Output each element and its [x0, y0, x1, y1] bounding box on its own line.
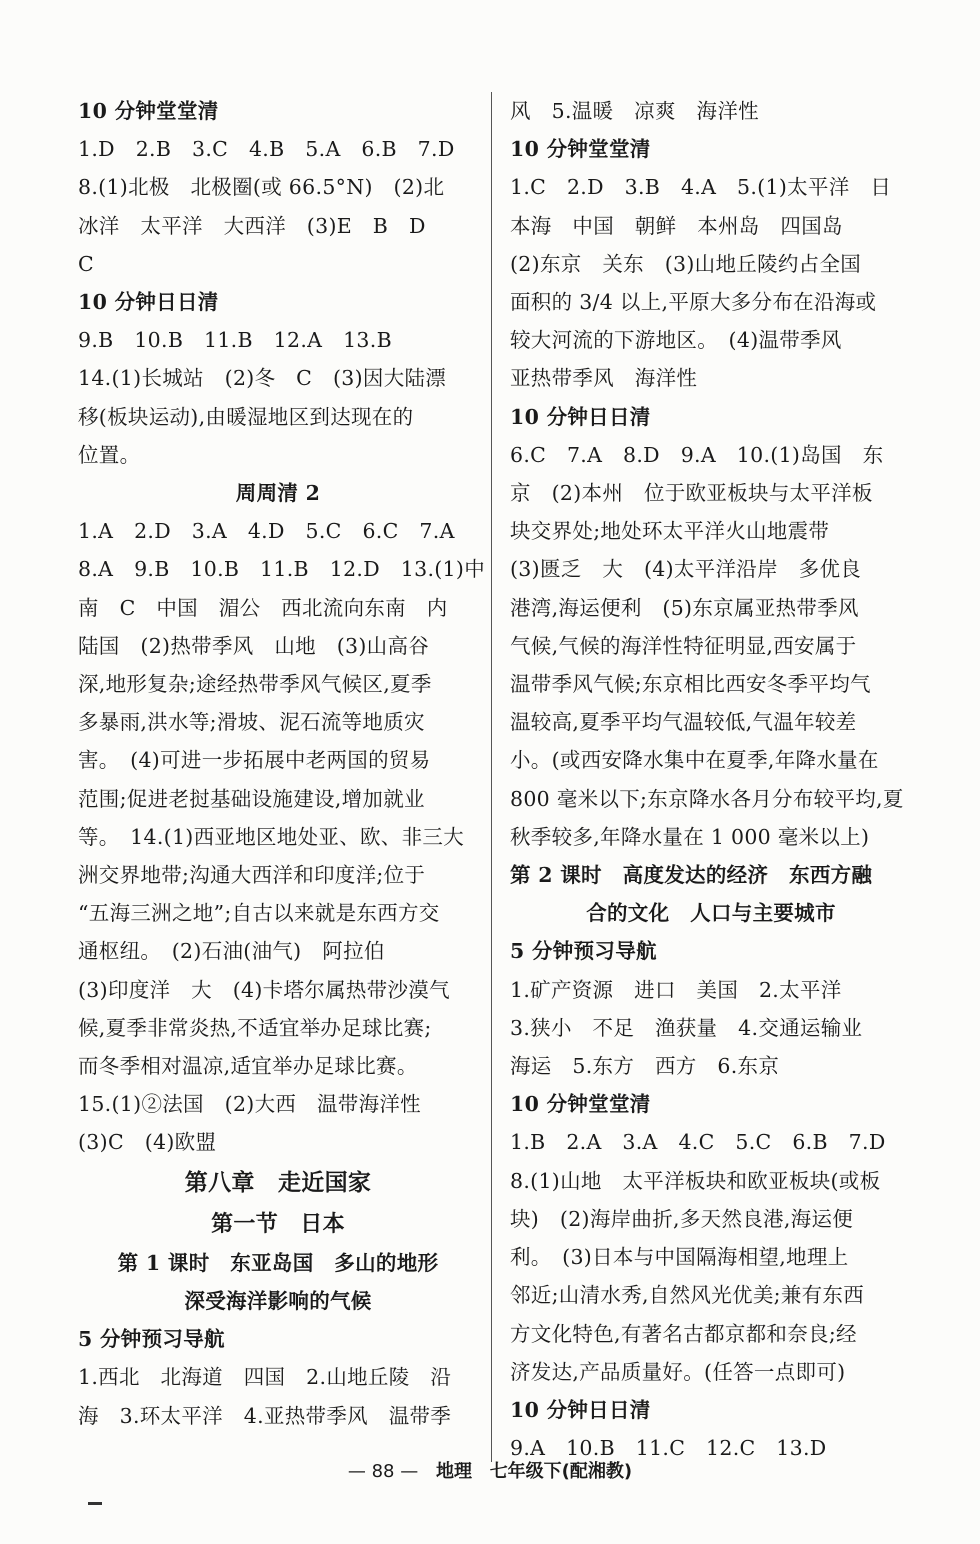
- section-heading: 10 分钟日日清: [510, 404, 651, 429]
- answer-line: 亚热带季风 海洋性: [510, 366, 698, 391]
- section-heading: 周周清 2: [235, 481, 321, 506]
- answer-line: C: [78, 251, 94, 276]
- left-column: [78, 92, 485, 1435]
- section-heading: 10 分钟日日清: [78, 290, 219, 315]
- answer-line: 多暴雨,洪水等;滑坡、泥石流等地质灾: [78, 710, 425, 735]
- answer-line: 港湾,海运便利 (5)东京属亚热带季风: [510, 595, 859, 620]
- section-heading: 第一节 日本: [211, 1210, 345, 1237]
- answer-line: 深,地形复杂;途经热带季风气候区,夏季: [78, 672, 432, 697]
- answer-line: 洲交界地带;沟通大西洋和印度洋;位于: [78, 863, 426, 888]
- answer-line: 9.B 10.B 11.B 12.A 13.B: [78, 328, 392, 353]
- answer-line: 小。(或西安降水集中在夏季,年降水量在: [510, 748, 879, 773]
- answer-line: 秋季较多,年降水量在 1 000 毫米以上): [510, 824, 870, 849]
- answer-line: 候,夏季非常炎热,不适宜举办足球比赛;: [78, 1015, 432, 1040]
- answer-line: 温较高,夏季平均气温较低,气温年较差: [510, 710, 857, 735]
- answer-line: 害。 (4)可进一步拓展中老两国的贸易: [78, 748, 431, 773]
- section-heading: 第 2 课时 高度发达的经济 东西方融: [510, 863, 873, 888]
- answer-line: 1.西北 北海道 四国 2.山地丘陵 沿: [78, 1365, 452, 1390]
- section-heading: 5 分钟预习导航: [78, 1327, 225, 1352]
- answer-line: 方文化特色,有著名古都京都和奈良;经: [510, 1321, 857, 1346]
- section-heading: 5 分钟预习导航: [510, 939, 657, 964]
- answer-line: 面积的 3/4 以上,平原大多分布在沿海或: [510, 290, 877, 315]
- answer-line: 8.(1)北极 北极圈(或 66.5°N) (2)北: [78, 175, 445, 200]
- page-number: — 88 —: [347, 1461, 419, 1482]
- answer-line: 8.A 9.B 10.B 11.B 12.D 13.(1)中: [78, 557, 485, 582]
- answer-line: 邻近;山清水秀,自然风光优美;兼有东西: [510, 1283, 865, 1308]
- answer-line: 通枢纽。 (2)石油(油气) 阿拉伯: [78, 939, 385, 964]
- section-heading: 第八章 走近国家: [184, 1168, 372, 1196]
- grade-label: 七年级下(配湘教): [489, 1461, 633, 1482]
- answer-line: 利。 (3)日本与中国隔海相望,地理上: [510, 1245, 849, 1270]
- answer-line: 济发达,产品质量好。(任答一点即可): [510, 1359, 846, 1384]
- answer-line: 陆国 (2)热带季风 山地 (3)山高谷: [78, 633, 430, 658]
- answer-line: 1.C 2.D 3.B 4.A 5.(1)太平洋 日: [510, 175, 892, 200]
- answer-line: 1.A 2.D 3.A 4.D 5.C 6.C 7.A: [78, 519, 455, 544]
- subject-label: 地理: [435, 1461, 472, 1482]
- answer-line: 温带季风气候;东京相比西安冬季平均气: [510, 672, 871, 697]
- page-footer: [0, 1457, 980, 1483]
- answer-line: “五海三洲之地”;自古以来就是东西方交: [78, 901, 440, 926]
- answer-line: 6.C 7.A 8.D 9.A 10.(1)岛国 东: [510, 442, 884, 467]
- answer-line: 冰洋 太平洋 大西洋 (3)E B D: [78, 213, 426, 238]
- answer-line: 移(板块运动),由暖湿地区到达现在的: [78, 404, 414, 429]
- answer-line: 块) (2)海岸曲折,多天然良港,海运便: [510, 1206, 854, 1231]
- column-divider: [491, 92, 492, 1462]
- answer-line: 较大河流的下游地区。 (4)温带季风: [510, 328, 842, 353]
- answer-line: 气候,气候的海洋性特征明显,西安属于: [510, 633, 857, 658]
- answer-line: 位置。: [78, 442, 141, 467]
- answer-line: 800 毫米以下;东京降水各月分布较平均,夏: [510, 786, 904, 811]
- answer-line: 1.B 2.A 3.A 4.C 5.C 6.B 7.D: [510, 1130, 886, 1155]
- answer-line: 南 C 中国 湄公 西北流向东南 内: [78, 595, 448, 620]
- answer-line: 15.(1)②法国 (2)大西 温带海洋性: [78, 1092, 421, 1117]
- section-heading: 10 分钟堂堂清: [510, 1092, 651, 1117]
- answer-line: 1.D 2.B 3.C 4.B 5.A 6.B 7.D: [78, 137, 455, 162]
- answer-line: (2)东京 关东 (3)山地丘陵约占全国: [510, 251, 862, 276]
- answer-line: 9.A 10.B 11.C 12.C 13.D: [510, 1436, 827, 1461]
- print-mark: [88, 1502, 102, 1505]
- answer-line: 本海 中国 朝鲜 本州岛 四国岛: [510, 213, 843, 238]
- answer-line: (3)匮乏 大 (4)太平洋沿岸 多优良: [510, 557, 862, 582]
- answer-line: 京 (2)本州 位于欧亚板块与太平洋板: [510, 481, 873, 506]
- section-heading: 第 1 课时 东亚岛国 多山的地形: [117, 1250, 439, 1275]
- answer-line: 海 3.环太平洋 4.亚热带季风 温带季: [78, 1403, 452, 1428]
- section-heading: 合的文化 人口与主要城市: [586, 901, 836, 926]
- section-heading: 10 分钟堂堂清: [510, 137, 651, 162]
- section-heading: 深受海洋影响的气候: [184, 1288, 372, 1313]
- answer-line: 3.狭小 不足 渔获量 4.交通运输业: [510, 1015, 863, 1040]
- section-heading: 10 分钟日日清: [510, 1397, 651, 1422]
- answer-line: 8.(1)山地 太平洋板块和欧亚板块(或板: [510, 1168, 881, 1193]
- right-column: [510, 92, 912, 1467]
- answer-line: 海运 5.东方 西方 6.东京: [510, 1054, 780, 1079]
- answer-line: 等。 14.(1)西亚地区地处亚、欧、非三大: [78, 824, 464, 849]
- answer-line: 风 5.温暖 凉爽 海洋性: [510, 99, 759, 123]
- answer-line: 14.(1)长城站 (2)冬 C (3)因大陆漂: [78, 366, 447, 391]
- answer-line: 而冬季相对温凉,适宜举办足球比赛。: [78, 1054, 418, 1079]
- answer-line: 范围;促进老挝基础设施建设,增加就业: [78, 786, 425, 811]
- section-heading: 10 分钟堂堂清: [78, 99, 219, 123]
- answer-line: (3)印度洋 大 (4)卡塔尔属热带沙漠气: [78, 977, 450, 1002]
- answer-line: 1.矿产资源 进口 美国 2.太平洋: [510, 977, 842, 1002]
- answer-line: 块交界处;地处环太平洋火山地震带: [510, 519, 830, 544]
- answer-line: (3)C (4)欧盟: [78, 1130, 217, 1155]
